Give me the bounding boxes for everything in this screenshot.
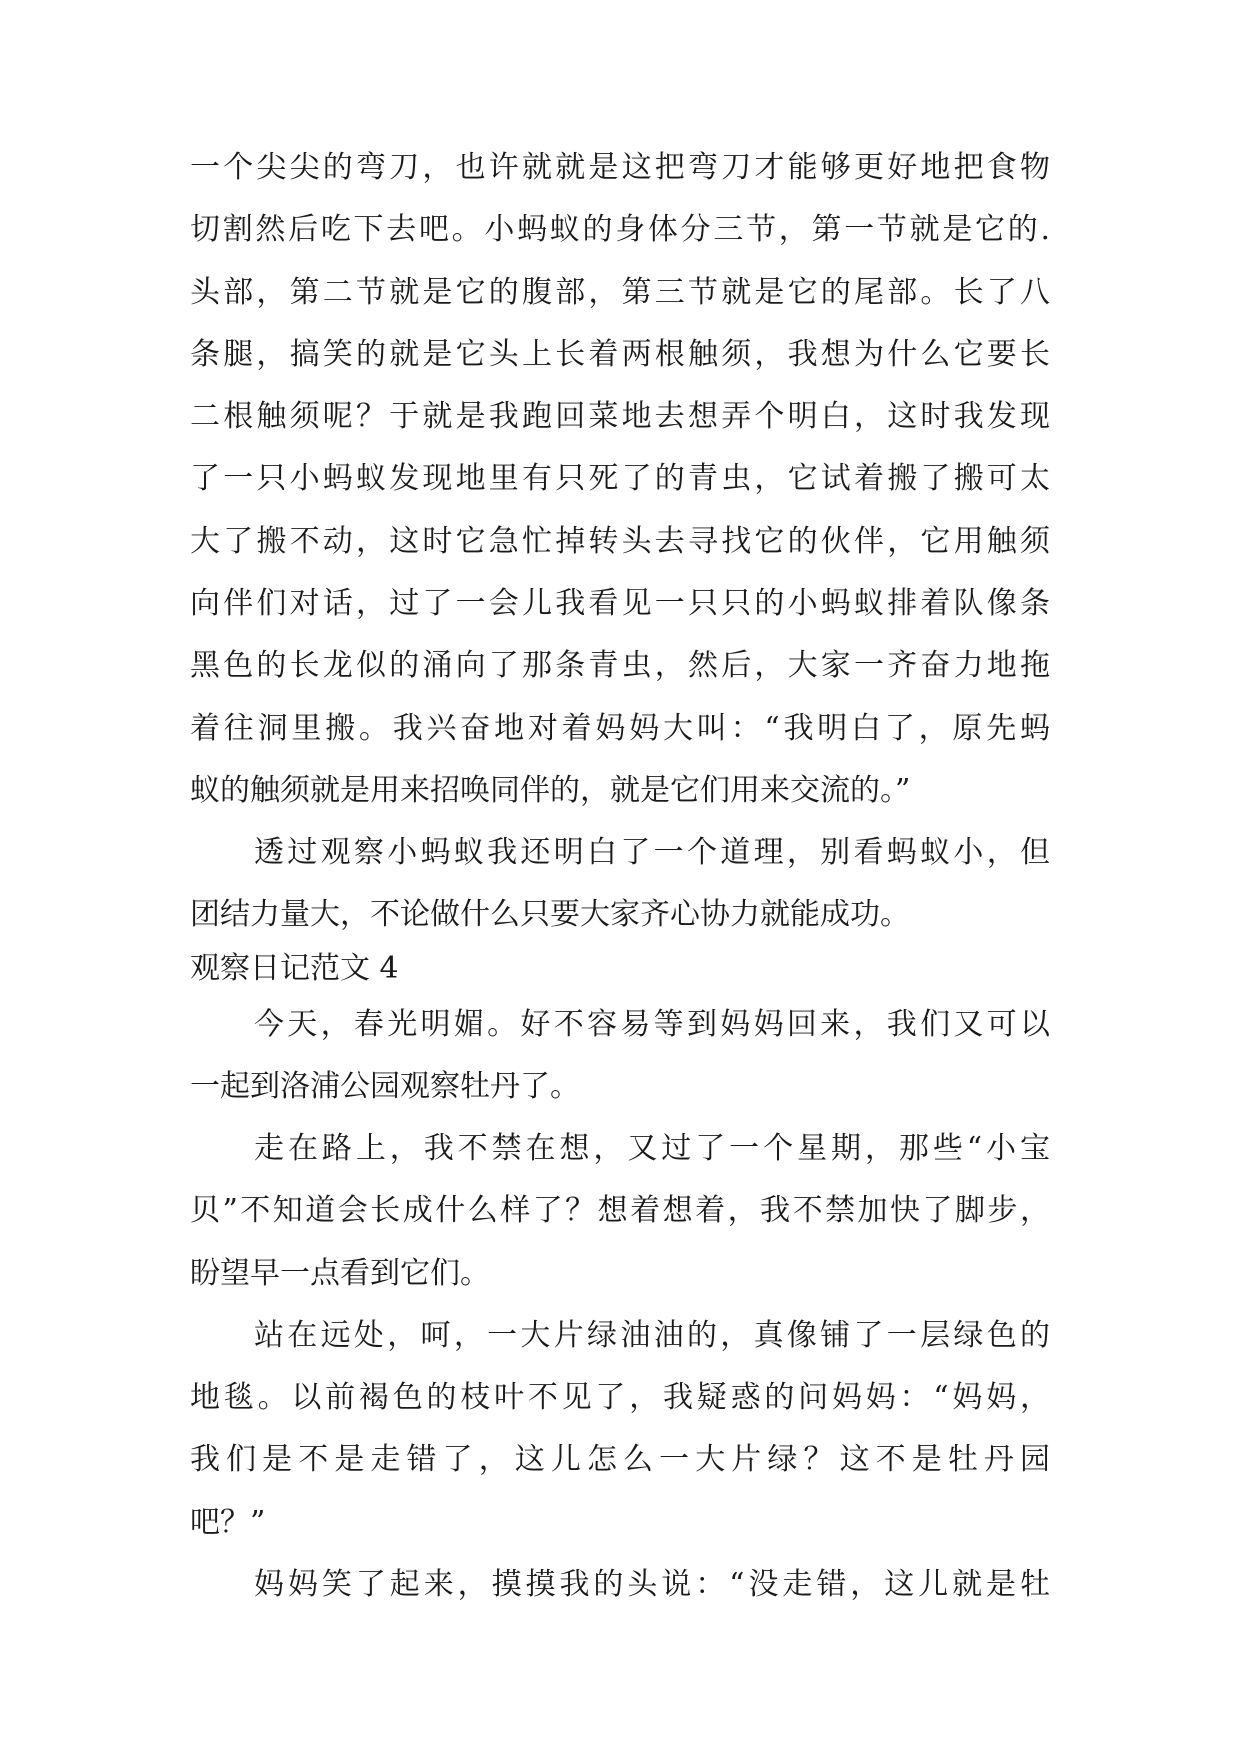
text-line: 头部，第二节就是它的腹部，第三节就是它的尾部。长了八: [190, 275, 1050, 310]
paragraph-first-line: 今天，春光明媚。好不容易等到妈妈回来，我们又可以: [254, 1007, 1050, 1042]
text-line: 团结力量大，不论做什么只要大家齐心协力就能成功。: [190, 897, 910, 932]
text-line: 黑色的长龙似的涌向了那条青虫，然后，大家一齐奋力地拖: [190, 648, 1050, 683]
paragraph-first-line: 妈妈笑了起来，摸摸我的头说：“没走错，这儿就是牡: [254, 1567, 1050, 1602]
text-line: 盼望早一点看到它们。: [190, 1256, 490, 1291]
text-line: 我们是不是走错了，这儿怎么一大片绿？这不是牡丹园: [190, 1442, 1050, 1477]
text-line: 蚁的触须就是用来招唤同伴的，就是它们用来交流的。”: [190, 773, 911, 808]
text-line: 条腿，搞笑的就是它头上长着两根触须，我想为什么它要长: [190, 337, 1050, 372]
text-line: 地毯。以前褐色的枝叶不见了，我疑惑的问妈妈：“妈妈，: [190, 1380, 1050, 1415]
text-line: 着往洞里搬。我兴奋地对着妈妈大叫：“我明白了，原先蚂: [190, 711, 1050, 746]
text-line: 吧？”: [190, 1505, 266, 1540]
paragraph-first-line: 站在远处，呵，一大片绿油油的，真像铺了一层绿色的: [254, 1318, 1050, 1353]
text-line: 了一只小蚂蚁发现地里有只死了的青虫，它试着搬了搬可太: [190, 461, 1050, 496]
text-line: 切割然后吃下去吧。小蚂蚁的身体分三节，第一节就是它的.: [190, 212, 1050, 247]
text-line: 一个尖尖的弯刀，也许就就是这把弯刀才能够更好地把食物: [190, 150, 1050, 185]
text-line: 二根触须呢？于就是我跑回菜地去想弄个明白，这时我发现: [190, 399, 1050, 434]
text-line: 向伴们对话，过了一会儿我看见一只只的小蚂蚁排着队像条: [190, 586, 1050, 621]
text-line: 贝”不知道会长成什么样了？想着想着，我不禁加快了脚步，: [190, 1193, 1050, 1228]
text-line: 一起到洛浦公园观察牡丹了。: [190, 1069, 580, 1104]
section-heading: 观察日记范文 4: [190, 951, 399, 986]
text-line: 大了搬不动，这时它急忙掉转头去寻找它的伙伴，它用触须: [190, 524, 1050, 559]
paragraph-first-line: 走在路上，我不禁在想，又过了一个星期，那些“小宝: [254, 1131, 1050, 1166]
paragraph-first-line: 透过观察小蚂蚁我还明白了一个道理，别看蚂蚁小，但: [254, 835, 1050, 870]
